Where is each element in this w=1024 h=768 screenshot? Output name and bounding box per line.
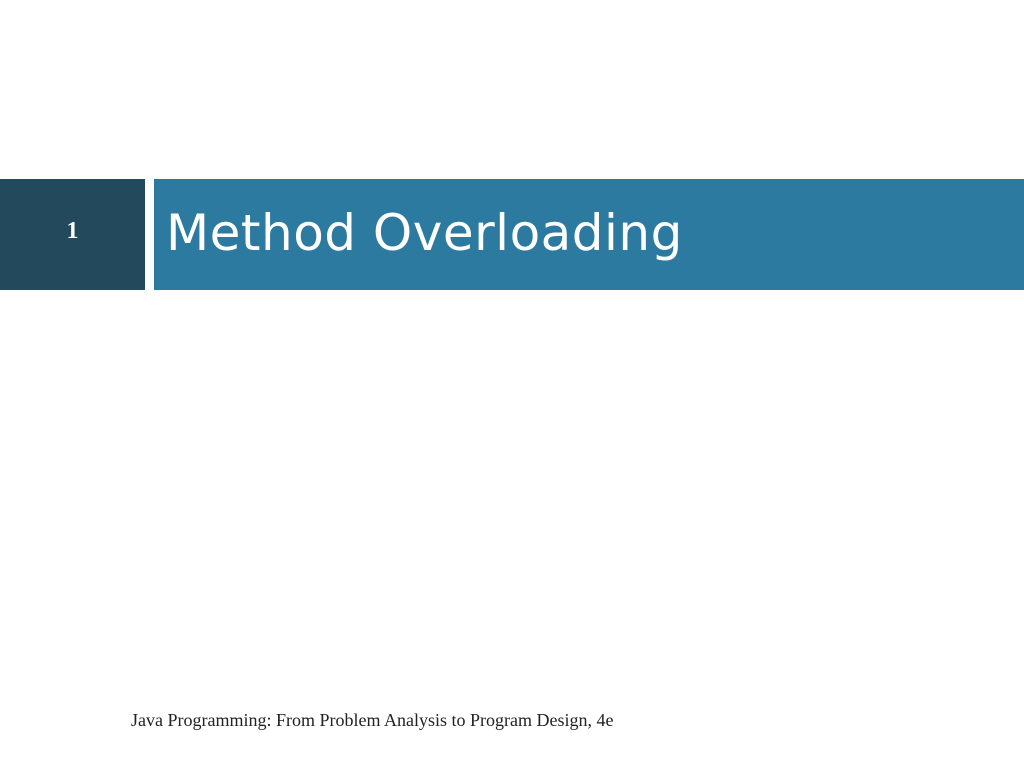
slide-footer: Java Programming: From Problem Analysis to Program Design, 4e: [131, 710, 614, 730]
slide-title: Method Overloading: [166, 204, 683, 262]
title-band: [154, 179, 1024, 290]
slide-number: 1: [66, 218, 79, 244]
slide-number-box: [0, 179, 145, 290]
